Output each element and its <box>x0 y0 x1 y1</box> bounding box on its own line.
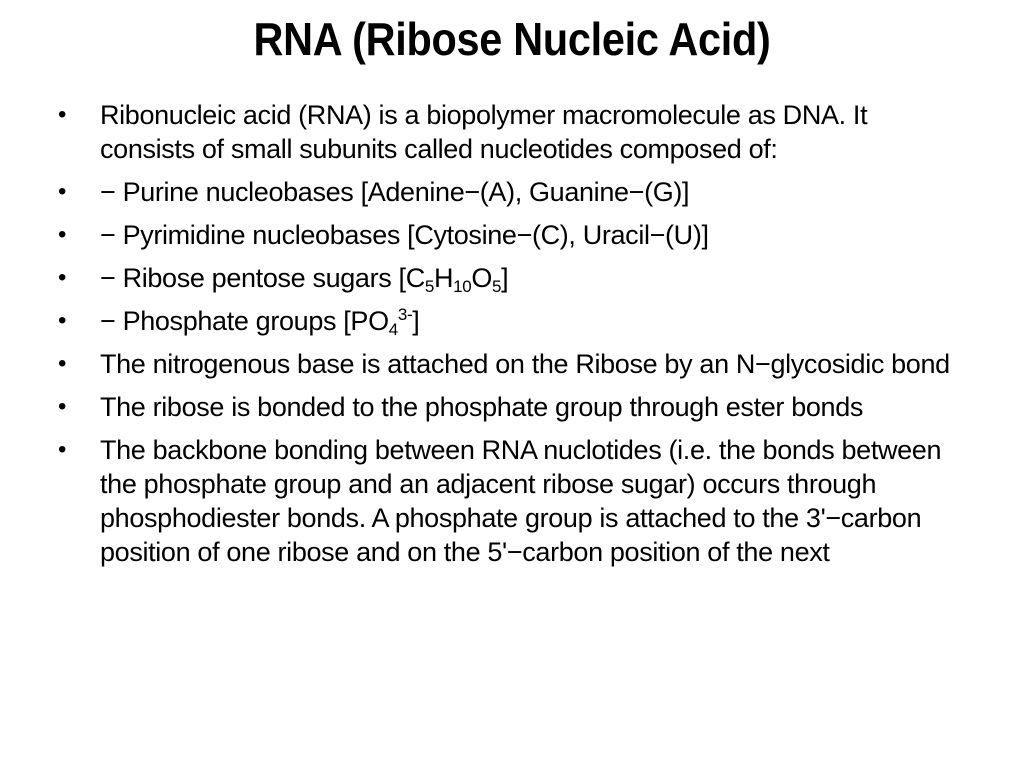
bullet-text: − Pyrimidine nucleobases [Cytosine−(C), Uracil−(U)] <box>100 220 709 250</box>
bullet-dot-icon: • <box>58 393 67 420</box>
bullet-text: The ribose is bonded to the phosphate group through ester bonds <box>100 392 864 422</box>
formula-superscript: 3- <box>397 305 413 324</box>
bullet-item-3 <box>58 218 968 252</box>
formula-suffix: ] <box>501 263 509 293</box>
bullet-text: Ribonucleic acid (RNA) is a biopolymer macromolecule as DNA. It consists of small subunits called nucleotides composed of: <box>100 100 868 164</box>
formula-prefix: − Phosphate groups [PO <box>100 306 389 336</box>
bullet-item-8 <box>58 433 968 569</box>
formula-subscript: 10 <box>453 277 472 296</box>
bullet-dot-icon: • <box>58 221 67 248</box>
bullet-text-formula <box>100 261 968 295</box>
formula-subscript: 5 <box>424 277 434 296</box>
bullet-item-2 <box>58 175 968 209</box>
bullet-text: The backbone bonding between RNA nuclotides (i.e. the bonds between the phosphate group and an adjacent ribose sugar) occurs through phosphodiester bonds. A phosphate group is attached to the 3'−carbon position of one ribose and on the 5'−carbon position of the next <box>100 435 942 567</box>
bullet-list <box>58 98 968 578</box>
bullet-dot-icon: • <box>58 101 67 128</box>
bullet-item-5 <box>58 304 968 338</box>
formula-subscript: 4 <box>388 320 398 339</box>
bullet-item-1 <box>58 98 968 166</box>
bullet-item-6 <box>58 347 968 381</box>
formula-element: O <box>471 263 492 293</box>
bullet-text: The nitrogenous base is attached on the Ribose by an N−glycosidic bond <box>100 349 950 379</box>
bullet-dot-icon: • <box>58 350 67 377</box>
slide-title: RNA (Ribose Nucleic Acid) <box>253 13 771 65</box>
bullet-item-4 <box>58 261 968 295</box>
bullet-dot-icon: • <box>58 178 67 205</box>
formula-prefix: − Ribose pentose sugars [C <box>100 263 425 293</box>
formula-subscript: 5 <box>491 277 502 296</box>
bullet-dot-icon: • <box>58 436 67 463</box>
bullet-item-7 <box>58 390 968 424</box>
bullet-dot-icon: • <box>58 264 67 291</box>
formula-suffix: ] <box>412 306 420 336</box>
bullet-text: − Purine nucleobases [Adenine−(A), Guanine−(G)] <box>100 177 690 207</box>
bullet-text-formula <box>100 304 968 338</box>
bullet-dot-icon: • <box>58 307 67 334</box>
formula-element: H <box>433 263 454 293</box>
